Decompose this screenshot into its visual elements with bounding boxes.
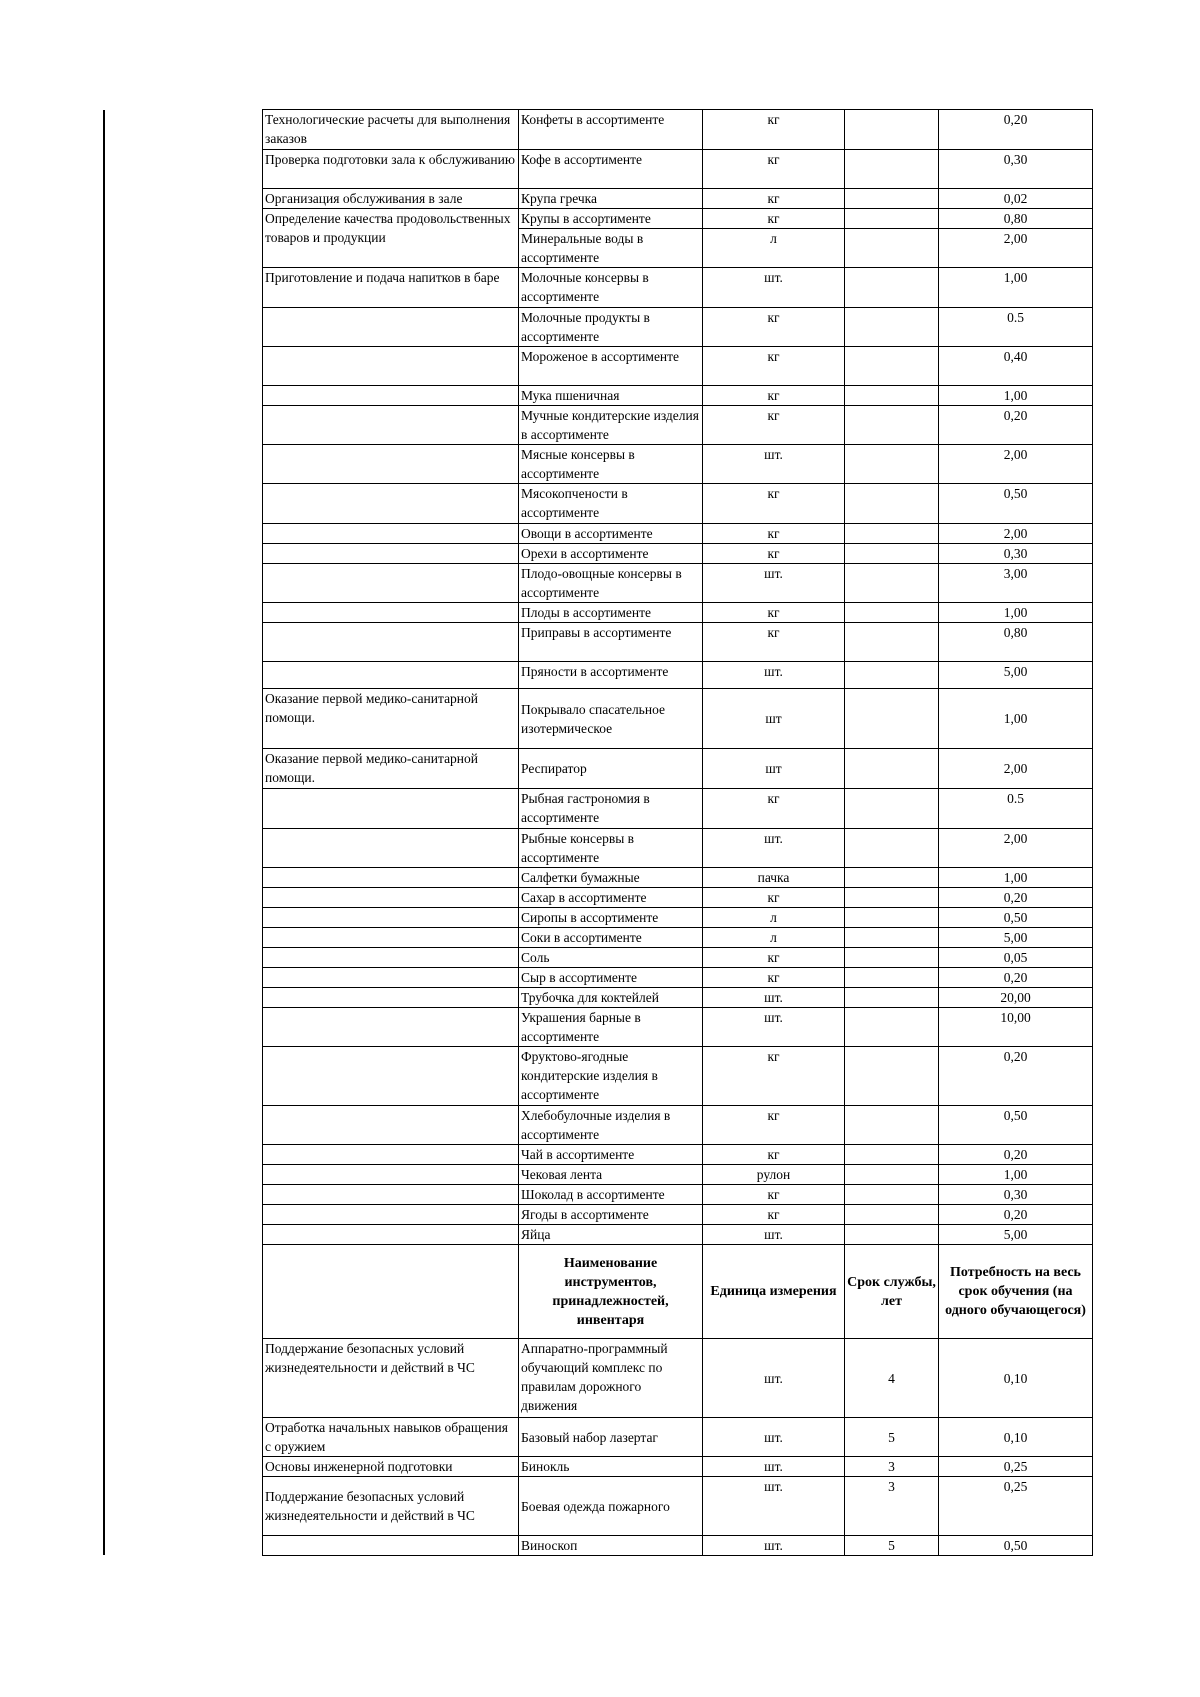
item-cell: Конфеты в ассортименте <box>519 110 703 150</box>
life-cell <box>845 229 939 268</box>
need-cell: 0,20 <box>939 110 1093 150</box>
life-cell <box>845 749 939 789</box>
table-header-row <box>263 1245 1093 1339</box>
activity-cell: Отработка начальных навыков обращения с оружием <box>263 1418 519 1457</box>
unit-cell: кг <box>703 189 845 209</box>
table-row <box>263 386 1093 406</box>
life-cell <box>845 484 939 524</box>
unit-cell: шт. <box>703 1225 845 1245</box>
table-row <box>263 1165 1093 1185</box>
item-cell: Сыр в ассортименте <box>519 968 703 988</box>
life-cell: 3 <box>845 1477 939 1536</box>
life-cell <box>845 868 939 888</box>
item-cell: Рыбные консервы в ассортименте <box>519 829 703 868</box>
table-row <box>263 789 1093 829</box>
life-cell <box>845 1165 939 1185</box>
activity-cell: Технологические расчеты для выполнения заказов <box>263 110 519 150</box>
life-cell <box>845 209 939 229</box>
activity-cell <box>263 1106 519 1145</box>
item-cell: Минеральные воды в ассортименте <box>519 229 703 268</box>
unit-cell: шт. <box>703 988 845 1008</box>
activity-cell <box>263 564 519 603</box>
activity-cell <box>263 1185 519 1205</box>
item-cell: Боевая одежда пожарного <box>519 1477 703 1536</box>
table-row <box>263 1145 1093 1165</box>
need-cell: 0,50 <box>939 1106 1093 1145</box>
unit-cell: шт. <box>703 445 845 484</box>
left-margin-line <box>103 110 105 1555</box>
header-unit: Единица измерения <box>703 1245 845 1339</box>
life-cell <box>845 928 939 948</box>
table-row <box>263 347 1093 386</box>
life-cell <box>845 829 939 868</box>
table-row <box>263 189 1093 209</box>
need-cell: 1,00 <box>939 1165 1093 1185</box>
activity-cell <box>263 1225 519 1245</box>
unit-cell: кг <box>703 347 845 386</box>
activity-cell <box>263 603 519 623</box>
need-cell: 0,20 <box>939 888 1093 908</box>
unit-cell: рулон <box>703 1165 845 1185</box>
item-cell: Мука пшеничная <box>519 386 703 406</box>
unit-cell: кг <box>703 1145 845 1165</box>
unit-cell: кг <box>703 623 845 662</box>
need-cell: 0,20 <box>939 968 1093 988</box>
life-cell <box>845 689 939 749</box>
item-cell: Пряности в ассортименте <box>519 662 703 689</box>
activity-cell <box>263 524 519 544</box>
item-cell: Соки в ассортименте <box>519 928 703 948</box>
activity-cell <box>263 386 519 406</box>
unit-cell: кг <box>703 110 845 150</box>
item-cell: Бинокль <box>519 1457 703 1477</box>
life-cell: 5 <box>845 1536 939 1556</box>
life-cell <box>845 544 939 564</box>
item-cell: Чековая лента <box>519 1165 703 1185</box>
activity-cell <box>263 789 519 829</box>
activity-cell: Определение качества продовольственных товаров и продукции <box>263 209 519 268</box>
item-cell: Орехи в ассортименте <box>519 544 703 564</box>
table-row <box>263 484 1093 524</box>
life-cell <box>845 1145 939 1165</box>
activity-cell <box>263 1047 519 1106</box>
activity-cell <box>263 908 519 928</box>
need-cell: 2,00 <box>939 445 1093 484</box>
table-row <box>263 888 1093 908</box>
item-cell: Респиратор <box>519 749 703 789</box>
activity-cell <box>263 623 519 662</box>
item-cell: Чай в ассортименте <box>519 1145 703 1165</box>
unit-cell: шт. <box>703 268 845 308</box>
need-cell: 0,50 <box>939 908 1093 928</box>
life-cell <box>845 603 939 623</box>
activity-cell: Оказание первой медико-санитарной помощи. <box>263 689 519 749</box>
unit-cell: кг <box>703 968 845 988</box>
unit-cell: кг <box>703 150 845 189</box>
item-cell: Украшения барные в ассортименте <box>519 1008 703 1047</box>
table-row <box>263 1536 1093 1556</box>
life-cell <box>845 110 939 150</box>
table-row <box>263 662 1093 689</box>
item-cell: Сахар в ассортименте <box>519 888 703 908</box>
activity-cell: Приготовление и подача напитков в баре <box>263 268 519 308</box>
supplies-table <box>262 109 1093 1556</box>
need-cell: 0,20 <box>939 1145 1093 1165</box>
activity-cell: Оказание первой медико-санитарной помощи. <box>263 749 519 789</box>
unit-cell: кг <box>703 1047 845 1106</box>
activity-cell: Поддержание безопасных условий жизнедеятельности и действий в ЧС <box>263 1339 519 1418</box>
unit-cell: шт <box>703 689 845 749</box>
table-row <box>263 689 1093 749</box>
life-cell <box>845 524 939 544</box>
unit-cell: кг <box>703 308 845 347</box>
life-cell <box>845 948 939 968</box>
life-cell <box>845 308 939 347</box>
table-row <box>263 150 1093 189</box>
item-cell: Овощи в ассортименте <box>519 524 703 544</box>
need-cell: 2,00 <box>939 749 1093 789</box>
life-cell <box>845 1185 939 1205</box>
activity-cell <box>263 1008 519 1047</box>
activity-cell <box>263 445 519 484</box>
activity-cell <box>263 888 519 908</box>
table-row <box>263 406 1093 445</box>
activity-cell <box>263 1205 519 1225</box>
unit-cell: кг <box>703 209 845 229</box>
table-row <box>263 308 1093 347</box>
life-cell <box>845 268 939 308</box>
life-cell: 3 <box>845 1457 939 1477</box>
life-cell <box>845 1008 939 1047</box>
table-row <box>263 1205 1093 1225</box>
activity-cell <box>263 1145 519 1165</box>
unit-cell: кг <box>703 386 845 406</box>
life-cell <box>845 623 939 662</box>
item-cell: Мучные кондитерские изделия в ассортименте <box>519 406 703 445</box>
item-cell: Ягоды в ассортименте <box>519 1205 703 1225</box>
life-cell <box>845 988 939 1008</box>
table-row <box>263 868 1093 888</box>
table-row <box>263 209 1093 229</box>
life-cell <box>845 347 939 386</box>
life-cell <box>845 189 939 209</box>
header-item: Наименование инструментов, принадлежностей, инвентаря <box>519 1245 703 1339</box>
table-row <box>263 1008 1093 1047</box>
need-cell: 1,00 <box>939 689 1093 749</box>
unit-cell: кг <box>703 603 845 623</box>
item-cell: Молочные продукты в ассортименте <box>519 308 703 347</box>
need-cell: 0,25 <box>939 1477 1093 1536</box>
item-cell: Базовый набор лазертаг <box>519 1418 703 1457</box>
need-cell: 0,50 <box>939 1536 1093 1556</box>
unit-cell: кг <box>703 1205 845 1225</box>
header-activity <box>263 1245 519 1339</box>
activity-cell <box>263 1536 519 1556</box>
unit-cell: л <box>703 908 845 928</box>
need-cell: 0,02 <box>939 189 1093 209</box>
header-need: Потребность на весь срок обучения (на одного обучающегося) <box>939 1245 1093 1339</box>
item-cell: Соль <box>519 948 703 968</box>
unit-cell: шт. <box>703 1008 845 1047</box>
table-row <box>263 1477 1093 1536</box>
unit-cell: кг <box>703 789 845 829</box>
item-cell: Плоды в ассортименте <box>519 603 703 623</box>
item-cell: Приправы в ассортименте <box>519 623 703 662</box>
need-cell: 0,25 <box>939 1457 1093 1477</box>
activity-cell <box>263 988 519 1008</box>
table-row <box>263 1047 1093 1106</box>
item-cell: Виноскоп <box>519 1536 703 1556</box>
life-cell <box>845 1047 939 1106</box>
life-cell: 4 <box>845 1339 939 1418</box>
need-cell: 1,00 <box>939 603 1093 623</box>
need-cell: 0,40 <box>939 347 1093 386</box>
item-cell: Фруктово-ягодные кондитерские изделия в ассортименте <box>519 1047 703 1106</box>
life-cell <box>845 1106 939 1145</box>
unit-cell: кг <box>703 1106 845 1145</box>
activity-cell: Поддержание безопасных условий жизнедеятельности и действий в ЧС <box>263 1477 519 1536</box>
need-cell: 0.5 <box>939 789 1093 829</box>
life-cell: 5 <box>845 1418 939 1457</box>
need-cell: 0,10 <box>939 1339 1093 1418</box>
unit-cell: кг <box>703 524 845 544</box>
activity-cell: Организация обслуживания в зале <box>263 189 519 209</box>
table-row <box>263 1106 1093 1145</box>
item-cell: Мясокопчености в ассортименте <box>519 484 703 524</box>
item-cell: Рыбная гастрономия в ассортименте <box>519 789 703 829</box>
life-cell <box>845 968 939 988</box>
unit-cell: л <box>703 229 845 268</box>
unit-cell: л <box>703 928 845 948</box>
unit-cell: шт. <box>703 829 845 868</box>
need-cell: 2,00 <box>939 829 1093 868</box>
table-row <box>263 110 1093 150</box>
activity-cell <box>263 948 519 968</box>
need-cell: 2,00 <box>939 524 1093 544</box>
need-cell: 1,00 <box>939 386 1093 406</box>
unit-cell: шт <box>703 749 845 789</box>
table-row <box>263 623 1093 662</box>
unit-cell: шт. <box>703 1418 845 1457</box>
need-cell: 1,00 <box>939 268 1093 308</box>
life-cell <box>845 888 939 908</box>
table-row <box>263 908 1093 928</box>
unit-cell: кг <box>703 948 845 968</box>
need-cell: 0,80 <box>939 209 1093 229</box>
life-cell <box>845 1205 939 1225</box>
unit-cell: шт. <box>703 1339 845 1418</box>
need-cell: 1,00 <box>939 868 1093 888</box>
need-cell: 0,20 <box>939 1047 1093 1106</box>
need-cell: 0,05 <box>939 948 1093 968</box>
table-row <box>263 544 1093 564</box>
item-cell: Плодо-овощные консервы в ассортименте <box>519 564 703 603</box>
table-row <box>263 928 1093 948</box>
item-cell: Крупа гречка <box>519 189 703 209</box>
item-cell: Хлебобулочные изделия в ассортименте <box>519 1106 703 1145</box>
unit-cell: шт. <box>703 1536 845 1556</box>
item-cell: Сиропы в ассортименте <box>519 908 703 928</box>
table-row <box>263 268 1093 308</box>
item-cell: Мороженое в ассортименте <box>519 347 703 386</box>
unit-cell: кг <box>703 1185 845 1205</box>
need-cell: 0,20 <box>939 1205 1093 1225</box>
table-row <box>263 1457 1093 1477</box>
activity-cell: Проверка подготовки зала к обслуживанию <box>263 150 519 189</box>
need-cell: 0,30 <box>939 150 1093 189</box>
need-cell: 20,00 <box>939 988 1093 1008</box>
activity-cell <box>263 829 519 868</box>
need-cell: 5,00 <box>939 928 1093 948</box>
table-row <box>263 603 1093 623</box>
need-cell: 0,30 <box>939 544 1093 564</box>
table-row <box>263 445 1093 484</box>
unit-cell: шт. <box>703 662 845 689</box>
activity-cell <box>263 544 519 564</box>
item-cell: Кофе в ассортименте <box>519 150 703 189</box>
life-cell <box>845 1225 939 1245</box>
activity-cell <box>263 347 519 386</box>
table-row <box>263 829 1093 868</box>
life-cell <box>845 789 939 829</box>
table-row <box>263 1225 1093 1245</box>
life-cell <box>845 445 939 484</box>
life-cell <box>845 564 939 603</box>
unit-cell: кг <box>703 406 845 445</box>
need-cell: 0,30 <box>939 1185 1093 1205</box>
item-cell: Яйца <box>519 1225 703 1245</box>
life-cell <box>845 150 939 189</box>
table-row <box>263 749 1093 789</box>
activity-cell <box>263 968 519 988</box>
life-cell <box>845 908 939 928</box>
need-cell: 2,00 <box>939 229 1093 268</box>
need-cell: 0,10 <box>939 1418 1093 1457</box>
table-row <box>263 524 1093 544</box>
table-row <box>263 1185 1093 1205</box>
need-cell: 0,50 <box>939 484 1093 524</box>
table-row <box>263 1339 1093 1418</box>
item-cell: Аппаратно-программный обучающий комплекс по правилам дорожного движения <box>519 1339 703 1418</box>
activity-cell <box>263 662 519 689</box>
item-cell: Салфетки бумажные <box>519 868 703 888</box>
header-life: Срок службы, лет <box>845 1245 939 1339</box>
activity-cell <box>263 484 519 524</box>
unit-cell: пачка <box>703 868 845 888</box>
activity-cell <box>263 308 519 347</box>
item-cell: Молочные консервы в ассортименте <box>519 268 703 308</box>
table-row <box>263 564 1093 603</box>
activity-cell <box>263 868 519 888</box>
unit-cell: кг <box>703 544 845 564</box>
need-cell: 0.5 <box>939 308 1093 347</box>
need-cell: 10,00 <box>939 1008 1093 1047</box>
need-cell: 3,00 <box>939 564 1093 603</box>
unit-cell: кг <box>703 484 845 524</box>
life-cell <box>845 406 939 445</box>
table-row <box>263 1418 1093 1457</box>
unit-cell: шт. <box>703 1477 845 1536</box>
table-row <box>263 968 1093 988</box>
life-cell <box>845 662 939 689</box>
activity-cell: Основы инженерной подготовки <box>263 1457 519 1477</box>
item-cell: Крупы в ассортименте <box>519 209 703 229</box>
activity-cell <box>263 406 519 445</box>
item-cell: Мясные консервы в ассортименте <box>519 445 703 484</box>
need-cell: 5,00 <box>939 1225 1093 1245</box>
need-cell: 0,80 <box>939 623 1093 662</box>
activity-cell <box>263 928 519 948</box>
item-cell: Покрывало спасательное изотермическое <box>519 689 703 749</box>
activity-cell <box>263 1165 519 1185</box>
life-cell <box>845 386 939 406</box>
need-cell: 5,00 <box>939 662 1093 689</box>
unit-cell: шт. <box>703 564 845 603</box>
table-row <box>263 988 1093 1008</box>
unit-cell: кг <box>703 888 845 908</box>
table-row <box>263 948 1093 968</box>
item-cell: Трубочка для коктейлей <box>519 988 703 1008</box>
unit-cell: шт. <box>703 1457 845 1477</box>
need-cell: 0,20 <box>939 406 1093 445</box>
item-cell: Шоколад в ассортименте <box>519 1185 703 1205</box>
